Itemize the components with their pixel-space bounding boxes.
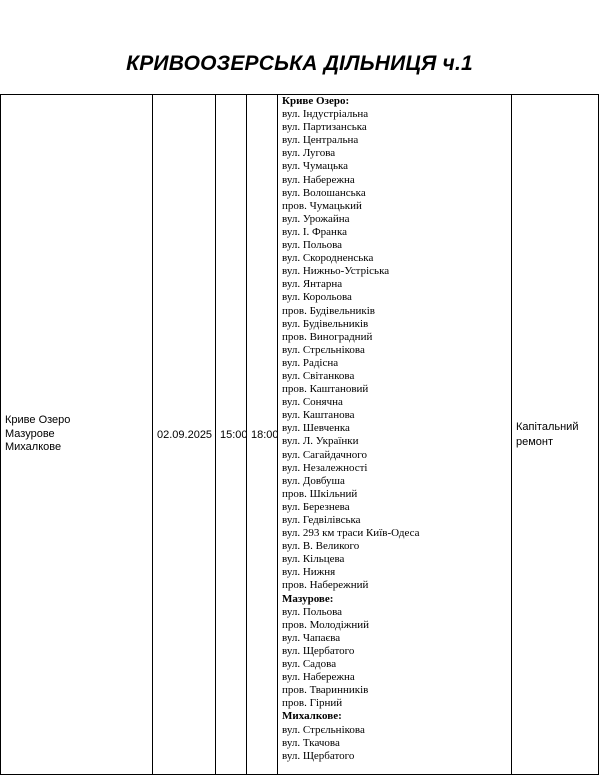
- settlement-name: Мазурове: [5, 427, 55, 440]
- street-item: вул. Стрєльнікова: [282, 343, 365, 356]
- street-item: вул. Довбуша: [282, 474, 345, 487]
- settlements-cell: [1, 95, 153, 775]
- reason-line: ремонт: [516, 435, 554, 448]
- street-item: вул. Щербатого: [282, 644, 355, 657]
- street-item: вул. Радісна: [282, 356, 339, 369]
- street-item: вул. Шевченка: [282, 422, 350, 435]
- table-row: [1, 95, 599, 775]
- street-item: вул. Каштанова: [282, 409, 355, 422]
- street-item: вул. Партизанська: [282, 121, 367, 134]
- street-item: вул. Л. Українки: [282, 435, 359, 448]
- street-item: пров. Тваринників: [282, 684, 369, 697]
- street-item: вул. Березнева: [282, 500, 350, 513]
- street-item: вул. Індустріальна: [282, 108, 369, 121]
- street-item: вул. Янтарна: [282, 278, 343, 291]
- street-item: вул. Садова: [282, 658, 337, 671]
- settlement-heading: Михалкове:: [282, 710, 342, 723]
- street-item: вул. В. Великого: [282, 540, 360, 553]
- street-item: вул. Кільцева: [282, 553, 345, 566]
- street-item: вул. 293 км траси Київ-Одеса: [282, 527, 420, 540]
- street-item: вул. Нижньо-Устріська: [282, 265, 390, 278]
- street-item: вул. Світанкова: [282, 369, 355, 382]
- street-item: вул. Польова: [282, 605, 343, 618]
- street-item: вул. Набережна: [282, 173, 355, 186]
- settlement-heading: Мазурове:: [282, 592, 334, 605]
- street-item: вул. Незалежності: [282, 461, 368, 474]
- outage-schedule-table: [0, 94, 599, 775]
- settlement-name: Михалкове: [5, 441, 62, 454]
- street-item: вул. Сагайдачного: [282, 448, 368, 461]
- street-item: вул. Польова: [282, 239, 343, 252]
- street-item: вул. Скородненська: [282, 252, 374, 265]
- settlement-heading: Криве Озеро:: [282, 95, 350, 107]
- street-item: пров. Виноградний: [282, 330, 373, 343]
- street-item: пров. Молодіжний: [282, 618, 370, 631]
- street-item: пров. Шкільний: [282, 487, 358, 500]
- street-item: вул. Чапаєва: [282, 631, 341, 644]
- street-item: вул. Будівельників: [282, 317, 369, 330]
- street-item: пров. Чумацький: [282, 199, 362, 212]
- street-item: пров. Будівельників: [282, 304, 375, 317]
- street-item: вул. Центральна: [282, 134, 359, 147]
- reason-line: Капітальний: [516, 420, 579, 433]
- streets-cell: [278, 95, 512, 775]
- street-item: пров. Набережний: [282, 579, 369, 592]
- street-item: вул. Чумацька: [282, 160, 349, 173]
- street-item: вул. Набережна: [282, 671, 355, 684]
- time-to-cell: 18:00: [247, 95, 278, 775]
- settlement-name: Криве Озеро: [5, 414, 71, 427]
- street-item: пров. Гірний: [282, 697, 343, 710]
- time-from-cell: 15:00: [216, 95, 247, 775]
- street-item: вул. Стрєльнікова: [282, 723, 365, 736]
- street-item: пров. Каштановий: [282, 383, 369, 396]
- street-item: вул. Ткачова: [282, 736, 340, 749]
- street-item: вул. Гедвілівська: [282, 514, 361, 526]
- date-cell: 02.09.2025: [153, 95, 216, 775]
- street-item: вул. Урожайна: [282, 212, 350, 225]
- page-title: КРИВООЗЕРСЬКА ДІЛЬНИЦЯ ч.1: [126, 52, 473, 75]
- street-item: вул. Волошанська: [282, 186, 366, 199]
- street-item: вул. Лугова: [282, 147, 336, 160]
- street-item: вул. І. Франка: [282, 225, 348, 238]
- reason-cell: [512, 95, 599, 775]
- street-item: вул. Сонячна: [282, 396, 343, 409]
- street-item: вул. Корольова: [282, 291, 352, 304]
- street-item: вул. Нижня: [282, 566, 336, 579]
- street-item: вул. Щербатого: [282, 749, 355, 762]
